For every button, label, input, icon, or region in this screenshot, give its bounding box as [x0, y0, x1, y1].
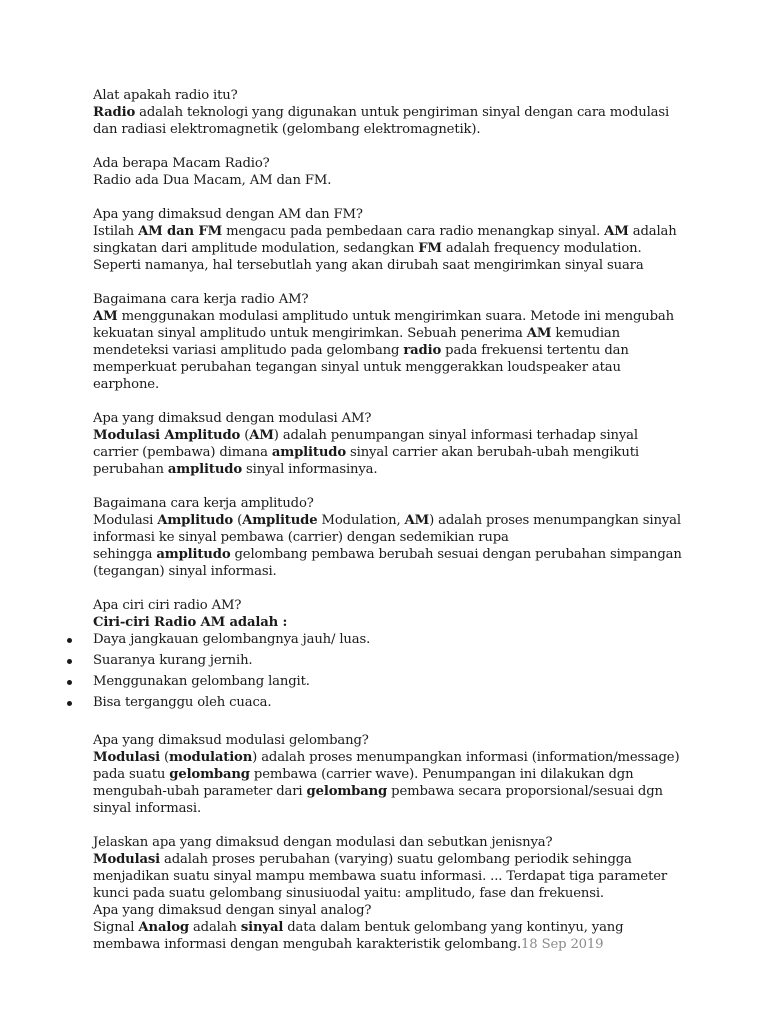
bold-term: gelombang	[169, 767, 250, 782]
answer-text: perubahan	[93, 462, 168, 477]
question: Apa yang dimaksud dengan modulasi AM?	[93, 411, 372, 426]
answer-text: kemudian mendeteksi variasi amplitudo pada gelombang	[93, 326, 620, 358]
qa-jenis-modulasi	[93, 834, 683, 902]
list-item-text: Suaranya kurang jernih.	[93, 653, 253, 668]
answer: Radio ada Dua Macam, AM dan FM.	[93, 173, 332, 188]
bold-term: radio	[403, 343, 442, 358]
list-item	[93, 673, 683, 694]
bullet-icon	[67, 638, 72, 643]
answer	[93, 427, 683, 461]
answer-text: Modulation,	[317, 513, 405, 528]
answer-continued	[93, 546, 683, 580]
answer-text: gelombang pembawa berubah sesuai dengan perubahan simpangan (tegangan) sinyal informasi.	[93, 547, 682, 579]
answer-text: adalah proses perubahan (varying) suatu gelombang periodik sehingga menjadikan suatu sinyal mampu membawa suatu informasi. ... Terdapat tiga parameter kunci pada suatu gelombang sinusiuodal yaitu: amplitudo, fase dan frekuensi.	[93, 852, 668, 901]
bold-term: Amplitude	[242, 513, 318, 528]
answer	[93, 851, 683, 902]
list-item-text: Daya jangkauan gelombangnya jauh/ luas.	[93, 632, 371, 647]
answer-text: sinyal informasinya.	[241, 462, 378, 477]
qa-am-fm	[93, 206, 683, 274]
answer-text: sinyal carrier akan berubah-ubah mengikuti	[345, 445, 639, 460]
answer-text: Modulasi	[93, 513, 158, 528]
ciri-heading: Ciri-ciri Radio AM adalah :	[93, 615, 288, 630]
question: Apa yang dimaksud dengan AM dan FM?	[93, 207, 363, 222]
question: Bagaimana cara kerja radio AM?	[93, 292, 309, 307]
bold-term: modulation	[169, 750, 253, 765]
bold-term: AM	[526, 326, 552, 341]
bold-term: AM	[249, 428, 274, 443]
bold-term: AM	[404, 513, 430, 528]
bold-term: gelombang	[306, 784, 388, 799]
qa-cara-kerja-amplitudo	[93, 495, 683, 580]
answer	[93, 919, 683, 953]
answer-text: (	[233, 513, 243, 528]
qa-ciri-radio-am	[93, 597, 683, 715]
bold-term: Modulasi	[93, 852, 160, 867]
list-item-text: Menggunakan gelombang langit.	[93, 674, 310, 689]
answer-text: pembawa secara proporsional/sesuai dgn sinyal informasi.	[93, 784, 663, 816]
bold-term: AM	[93, 309, 118, 324]
bold-term: AM	[604, 224, 629, 239]
qa-cara-kerja-am	[93, 291, 683, 393]
question: Apa yang dimaksud dengan sinyal analog?	[93, 903, 372, 918]
bold-term: Radio	[93, 105, 136, 120]
answer-text: Signal	[93, 920, 139, 935]
bold-term: amplitudo	[167, 462, 242, 477]
question: Jelaskan apa yang dimaksud dengan modulasi dan sebutkan jenisnya?	[93, 835, 553, 850]
answer	[93, 308, 683, 393]
answer-text: data dalam bentuk gelombang yang kontinyu, yang membawa informasi dengan mengubah karakteristik gelombang.	[93, 920, 624, 952]
answer-text: sehingga	[93, 547, 157, 562]
bold-term: Amplitudo	[157, 513, 234, 528]
answer-text: adalah singkatan dari amplitude modulation, sedangkan	[93, 224, 677, 256]
question: Apa yang dimaksud modulasi gelombang?	[93, 733, 369, 748]
bullet-icon	[67, 701, 72, 706]
answer-text: adalah	[188, 920, 241, 935]
list-item	[93, 631, 683, 652]
question: Apa ciri ciri radio AM?	[93, 598, 242, 613]
date-text: 18 Sep 2019	[521, 937, 604, 952]
bold-term: amplitudo	[156, 547, 231, 562]
bold-term: Modulasi Amplitudo	[93, 428, 241, 443]
answer-text: Istilah	[93, 224, 139, 239]
answer-text: adalah frequency modulation. Seperti namanya, hal tersebutlah yang akan dirubah saat mengirimkan sinyal suara	[93, 241, 644, 273]
question: Alat apakah radio itu?	[93, 88, 238, 103]
bold-term: sinyal	[240, 920, 284, 935]
bold-term: Analog	[138, 920, 189, 935]
bold-term: AM dan FM	[138, 224, 223, 239]
bullet-icon	[67, 680, 72, 685]
answer-text: pada frekuensi tertentu dan memperkuat perubahan tegangan sinyal untuk menggerakkan loudspeaker atau earphone.	[93, 343, 629, 392]
answer-text: ) adalah proses menumpangkan sinyal informasi ke sinyal pembawa (carrier) dengan sedemikian rupa	[93, 513, 681, 545]
answer	[93, 749, 683, 817]
answer-text: ) adalah proses menumpangkan informasi (information/message) pada suatu	[93, 750, 680, 782]
answer-text: adalah teknologi yang digunakan untuk pengiriman sinyal dengan cara modulasi dan radiasi elektromagnetik (gelombang elektromagnetik).	[93, 105, 670, 137]
qa-sinyal-analog	[93, 902, 683, 953]
ciri-list	[93, 631, 683, 715]
bullet-icon	[67, 659, 72, 664]
answer-text: ) adalah penumpangan sinyal informasi terhadap sinyal carrier (pembawa) dimana	[93, 428, 638, 460]
answer-text: pembawa (carrier wave). Penumpangan ini dilakukan dgn mengubah-ubah parameter dari	[93, 767, 634, 799]
answer	[93, 104, 683, 138]
question: Ada berapa Macam Radio?	[93, 156, 270, 171]
list-item	[93, 652, 683, 673]
answer-text: (	[160, 750, 170, 765]
list-item	[93, 694, 683, 715]
answer	[93, 512, 683, 546]
question: Bagaimana cara kerja amplitudo?	[93, 496, 314, 511]
qa-modulasi-gelombang	[93, 732, 683, 817]
qa-radio	[93, 87, 683, 138]
bold-term: FM	[418, 241, 442, 256]
answer-text: (	[240, 428, 250, 443]
answer	[93, 223, 683, 274]
list-item-text: Bisa terganggu oleh cuaca.	[93, 695, 272, 710]
bold-term: amplitudo	[271, 445, 346, 460]
answer-text: menggunakan modulasi amplitudo untuk mengirimkan suara. Metode ini mengubah kekuatan sinyal amplitudo untuk mengirimkan. Sebuah penerima	[93, 309, 674, 341]
qa-modulasi-am	[93, 410, 683, 478]
answer-continued	[93, 461, 683, 478]
document-body	[93, 87, 683, 970]
bold-term: Modulasi	[93, 750, 160, 765]
answer-text: mengacu pada pembedaan cara radio menangkap sinyal.	[222, 224, 605, 239]
qa-macam-radio	[93, 155, 683, 189]
